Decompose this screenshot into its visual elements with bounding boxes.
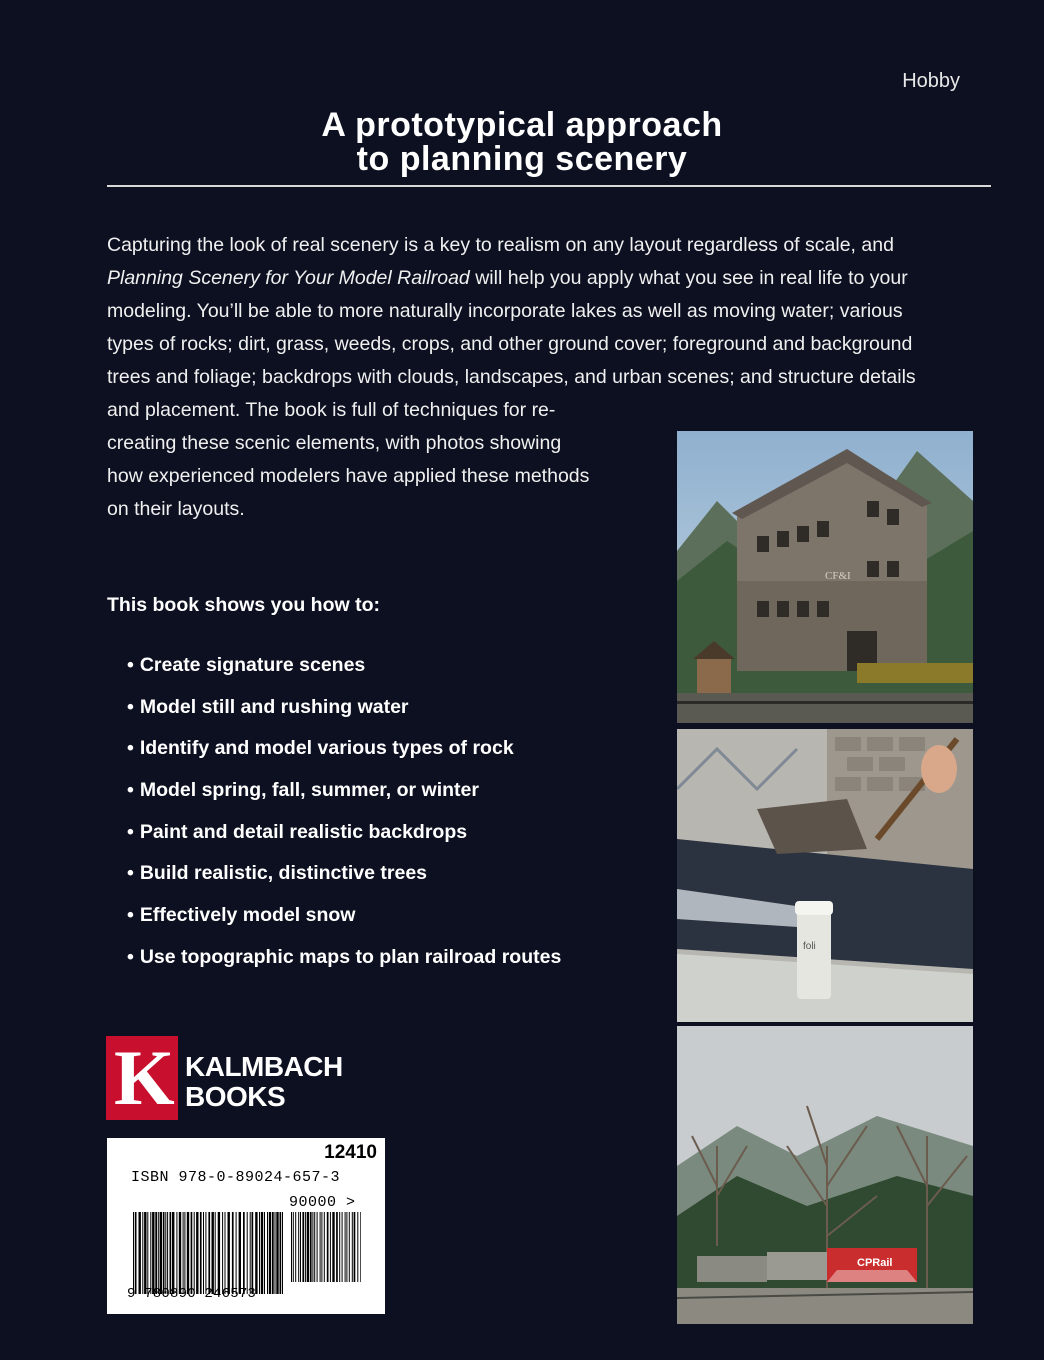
barcode-bar (152, 1212, 154, 1294)
barcode-bar (302, 1212, 304, 1282)
barcode-bar (158, 1212, 159, 1294)
barcode-bar (267, 1212, 268, 1294)
bullet-icon: • (127, 945, 134, 968)
barcode-bar (332, 1212, 334, 1282)
barcode-bar (142, 1212, 143, 1294)
barcode-bar (243, 1212, 245, 1294)
barcode-bar (160, 1212, 162, 1294)
barcode-bar (255, 1212, 257, 1294)
feature-text: Model spring, fall, summer, or winter (139, 779, 479, 802)
publisher-line-2: BOOKS (185, 1081, 286, 1112)
photo-mill-building (677, 431, 973, 723)
barcode-bar (228, 1212, 230, 1294)
locomotive-label: CPRail (857, 1257, 893, 1269)
category-label: Hobby (902, 70, 960, 92)
feature-text: Identify and model various types of rock (139, 737, 514, 760)
bullet-icon: • (127, 820, 134, 843)
barcode-bar (183, 1212, 184, 1294)
feature-item (127, 814, 561, 856)
bullet-icon: • (127, 737, 134, 760)
barcode-bar (203, 1212, 204, 1294)
barcode-bar (342, 1212, 343, 1282)
barcode-bar (336, 1212, 338, 1282)
barcode-bar (179, 1212, 181, 1294)
feature-text: Use topographic maps to plan railroad routes (139, 945, 562, 968)
feature-text: Model still and rushing water (139, 695, 409, 718)
barcode-bar (208, 1212, 210, 1294)
description-narrow: and placement. The book is full of techniques for re-creating these scenic elements, with photos showing how experienced modelers have applied these methods on their layouts. (107, 399, 590, 520)
description-part-2: will help you apply what you see in real life to your modeling. You’ll be able to more naturally incorporate lakes as well as moving water; various types of rocks; dirt, grass, weeds, crops, and other ground cover; foreground and background trees and foliage; backdrops with clouds, landscapes, and urban scenes; and structure details (107, 267, 916, 388)
barcode-bars-main (133, 1212, 283, 1294)
barcode-bar (346, 1212, 347, 1282)
barcode-bar (250, 1212, 251, 1294)
feature-item (127, 939, 561, 981)
barcode-bar (330, 1212, 331, 1282)
barcode-bar (133, 1212, 134, 1294)
barcode-bar (300, 1212, 301, 1282)
shows-title: This book shows you how to: (107, 594, 380, 616)
barcode-bar (352, 1212, 353, 1282)
barcode-bar (276, 1212, 278, 1294)
barcode-bar (139, 1212, 141, 1294)
barcode-bar (291, 1212, 292, 1282)
headline-line-1: A prototypical approach (321, 106, 723, 144)
description-part-1: Capturing the look of real scenery is a key to realism on any layout regardless of scale, and (107, 234, 894, 256)
feature-item (127, 855, 561, 897)
feature-item (127, 647, 561, 689)
publisher-logo (106, 1036, 178, 1120)
barcode-bar (167, 1212, 168, 1294)
feature-text: Create signature scenes (139, 654, 366, 676)
photo-trees-locomotive (677, 1026, 973, 1324)
barcode-bar (314, 1212, 315, 1282)
barcode-bar (247, 1212, 248, 1294)
publisher-line-1: KALMBACH (185, 1051, 343, 1082)
bottle-label: foli (803, 941, 816, 952)
barcode-bar (150, 1212, 151, 1294)
headline-rule (107, 185, 991, 187)
addon-text (289, 1194, 356, 1211)
bullet-icon: • (127, 654, 134, 676)
barcode-bar (269, 1212, 271, 1294)
feature-list (127, 647, 561, 981)
feature-text: Paint and detail realistic backdrops (139, 820, 468, 843)
barcode-bar (305, 1212, 306, 1282)
barcode-bar (321, 1212, 322, 1282)
feature-item (127, 772, 561, 814)
barcode-bar (280, 1212, 282, 1294)
barcode-bar (196, 1212, 198, 1294)
barcode-bar (215, 1212, 216, 1294)
barcode-bar (307, 1212, 309, 1282)
isbn-text: ISBN 978-0-89024-657-3 (131, 1169, 341, 1186)
feature-item (127, 689, 561, 731)
barcode-bar (324, 1212, 325, 1282)
addon-mark: > (346, 1194, 356, 1211)
barcode-bar (282, 1212, 283, 1294)
barcode-bar (144, 1212, 146, 1294)
barcode-bar (317, 1212, 318, 1282)
barcode-bar (357, 1212, 358, 1282)
barcode-bar (191, 1212, 193, 1294)
barcode-bar (349, 1212, 350, 1282)
barcode-bar (310, 1212, 312, 1282)
headline (0, 108, 1044, 176)
barcode-bar (259, 1212, 260, 1294)
bullet-icon: • (127, 695, 134, 718)
barcode-bar (232, 1212, 234, 1294)
barcode-bar (147, 1212, 148, 1294)
description-wide (107, 229, 952, 394)
barcode-bar (236, 1212, 237, 1294)
barcode-bar (252, 1212, 254, 1294)
bullet-icon: • (127, 904, 134, 927)
barcode-bar (155, 1212, 157, 1294)
bullet-icon: • (127, 862, 134, 885)
barcode-bar (187, 1212, 189, 1294)
barcode-bar (200, 1212, 202, 1294)
barcode-bar (163, 1212, 165, 1294)
barcode-bar (327, 1212, 329, 1282)
barcode-bar (218, 1212, 220, 1294)
barcode-bar (339, 1212, 340, 1282)
bullet-icon: • (127, 779, 134, 802)
barcode-bar (354, 1212, 356, 1282)
barcode-box (107, 1138, 385, 1314)
barcode-bars-addon (291, 1212, 361, 1282)
book-title: Planning Scenery for Your Model Railroad (107, 267, 470, 289)
barcode-bar (222, 1212, 223, 1294)
building-sign: CF&I (825, 570, 851, 582)
barcode-bar (170, 1212, 172, 1294)
addon-code: 90000 (289, 1194, 337, 1211)
barcode-bar (239, 1212, 241, 1294)
barcode-bar (172, 1212, 174, 1294)
barcode-bar (194, 1212, 195, 1294)
feature-text: Effectively model snow (139, 904, 356, 927)
barcode-bar (272, 1212, 274, 1294)
price-code: 12410 (324, 1142, 377, 1163)
publisher-name (185, 1052, 343, 1112)
feature-text: Build realistic, distinctive trees (139, 862, 428, 885)
feature-item (127, 730, 561, 772)
headline-line-2: to planning scenery (356, 140, 688, 178)
barcode-bar (298, 1212, 299, 1282)
barcode-bar (184, 1212, 185, 1294)
barcode-bar (176, 1212, 177, 1294)
barcode-bar (205, 1212, 206, 1294)
barcode-bar (312, 1212, 313, 1282)
barcode-digits: 9 780890 246573 (127, 1286, 257, 1302)
barcode-bar (225, 1212, 226, 1294)
photo-water-painting (677, 729, 973, 1022)
barcode-bar (212, 1212, 214, 1294)
barcode-bar (135, 1212, 137, 1294)
feature-item (127, 897, 561, 939)
barcode-bar (261, 1212, 263, 1294)
barcode-bar (165, 1212, 166, 1294)
barcode-bar (345, 1212, 346, 1282)
barcode-bar (295, 1212, 296, 1282)
logo-letter: K (114, 1034, 175, 1121)
barcode-bar (320, 1212, 321, 1282)
barcode-bar (275, 1212, 276, 1294)
barcode-bar (360, 1212, 361, 1282)
barcode-bar (293, 1212, 294, 1282)
barcode-bar (264, 1212, 265, 1294)
